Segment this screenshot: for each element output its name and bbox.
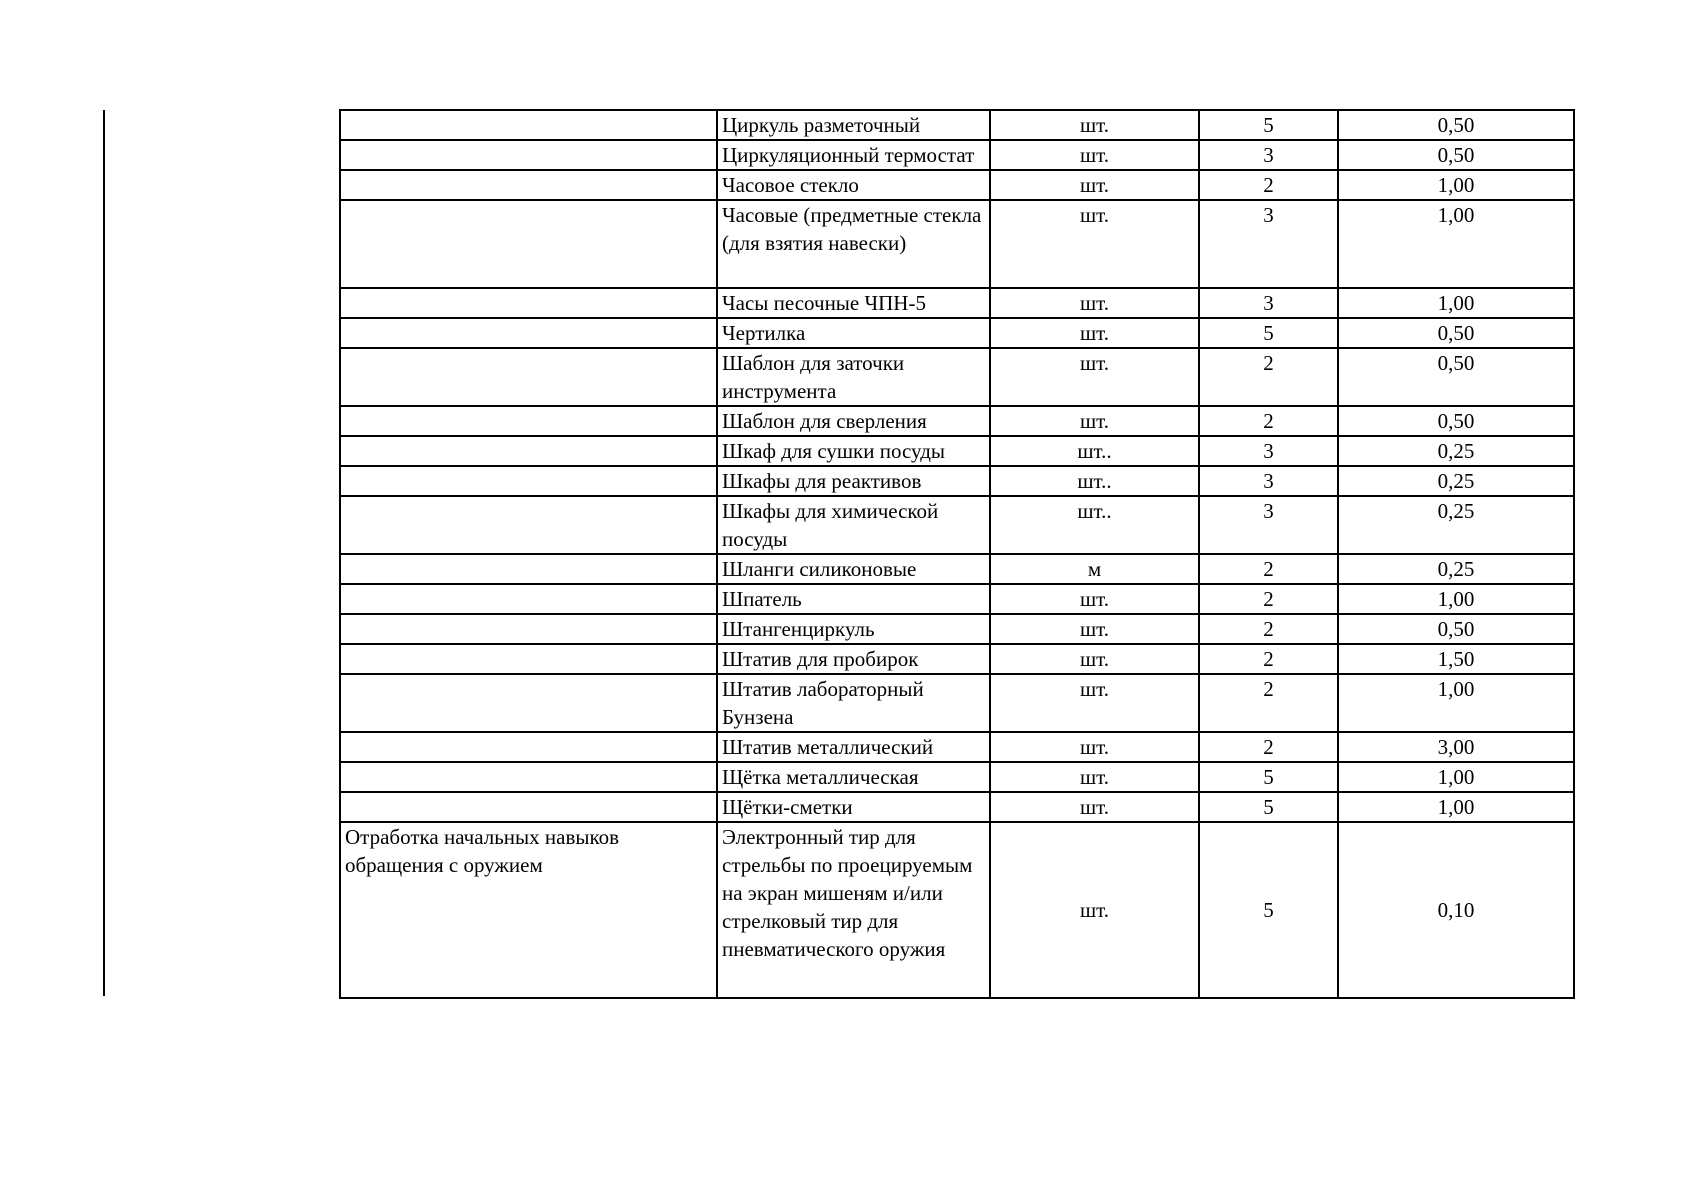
- coefficient-cell: 0,25: [1338, 554, 1574, 584]
- section-cell: [340, 348, 717, 406]
- coefficient-cell: 0,10: [1338, 822, 1574, 998]
- section-cell: [340, 288, 717, 318]
- section-cell: [340, 170, 717, 200]
- coefficient-cell: 0,50: [1338, 406, 1574, 436]
- table-row: [340, 406, 1574, 436]
- page-margin-line: [103, 110, 105, 996]
- table-row: [340, 584, 1574, 614]
- item-name-cell: Часовое стекло: [717, 170, 990, 200]
- coefficient-cell: 0,50: [1338, 348, 1574, 406]
- table-row: [340, 496, 1574, 554]
- table-row: [340, 436, 1574, 466]
- unit-cell: шт.: [990, 318, 1199, 348]
- unit-cell: шт.: [990, 822, 1199, 998]
- quantity-cell: 3: [1199, 466, 1338, 496]
- table-row: [340, 170, 1574, 200]
- table-row: [340, 644, 1574, 674]
- coefficient-cell: 0,25: [1338, 436, 1574, 466]
- unit-cell: шт.: [990, 614, 1199, 644]
- quantity-cell: 3: [1199, 140, 1338, 170]
- quantity-cell: 3: [1199, 200, 1338, 288]
- unit-cell: шт.: [990, 110, 1199, 140]
- section-cell: [340, 110, 717, 140]
- unit-cell: шт.: [990, 762, 1199, 792]
- item-name-cell: Штангенциркуль: [717, 614, 990, 644]
- item-name-cell: Циркуль разметочный: [717, 110, 990, 140]
- section-cell: [340, 318, 717, 348]
- table-row: [340, 674, 1574, 732]
- item-name-cell: Шланги силиконовые: [717, 554, 990, 584]
- item-name-cell: Штатив лабораторный Бунзена: [717, 674, 990, 732]
- section-cell: [340, 406, 717, 436]
- table-row: [340, 466, 1574, 496]
- section-cell: [340, 200, 717, 288]
- unit-cell: шт..: [990, 496, 1199, 554]
- coefficient-cell: 1,00: [1338, 288, 1574, 318]
- equipment-table: [339, 109, 1575, 999]
- unit-cell: шт.: [990, 584, 1199, 614]
- section-cell: [340, 732, 717, 762]
- quantity-cell: 5: [1199, 318, 1338, 348]
- unit-cell: шт.: [990, 170, 1199, 200]
- coefficient-cell: 1,00: [1338, 674, 1574, 732]
- table-row: [340, 732, 1574, 762]
- item-name-cell: Шаблон для сверления: [717, 406, 990, 436]
- item-name-cell: Шкафы для реактивов: [717, 466, 990, 496]
- unit-cell: шт..: [990, 436, 1199, 466]
- table-row: [340, 554, 1574, 584]
- coefficient-cell: 0,25: [1338, 466, 1574, 496]
- quantity-cell: 3: [1199, 288, 1338, 318]
- section-cell: [340, 614, 717, 644]
- quantity-cell: 2: [1199, 170, 1338, 200]
- item-name-cell: Щётки-сметки: [717, 792, 990, 822]
- quantity-cell: 5: [1199, 822, 1338, 998]
- coefficient-cell: 1,00: [1338, 584, 1574, 614]
- quantity-cell: 5: [1199, 792, 1338, 822]
- quantity-cell: 2: [1199, 348, 1338, 406]
- coefficient-cell: 0,50: [1338, 318, 1574, 348]
- item-name-cell: Шкаф для сушки посуды: [717, 436, 990, 466]
- quantity-cell: 2: [1199, 584, 1338, 614]
- quantity-cell: 3: [1199, 496, 1338, 554]
- item-name-cell: Штатив металлический: [717, 732, 990, 762]
- quantity-cell: 2: [1199, 732, 1338, 762]
- section-cell: [340, 140, 717, 170]
- item-name-cell: Чертилка: [717, 318, 990, 348]
- coefficient-cell: 0,50: [1338, 614, 1574, 644]
- quantity-cell: 2: [1199, 614, 1338, 644]
- item-name-cell: Часовые (предметные стекла (для взятия навески): [717, 200, 990, 288]
- coefficient-cell: 1,00: [1338, 762, 1574, 792]
- unit-cell: шт.: [990, 140, 1199, 170]
- unit-cell: шт.: [990, 732, 1199, 762]
- coefficient-cell: 0,50: [1338, 110, 1574, 140]
- unit-cell: м: [990, 554, 1199, 584]
- section-cell: [340, 496, 717, 554]
- item-name-cell: Электронный тир для стрельбы по проецируемым на экран мишеням и/или стрелковый тир для пневматического оружия: [717, 822, 990, 998]
- unit-cell: шт.: [990, 792, 1199, 822]
- quantity-cell: 5: [1199, 110, 1338, 140]
- section-cell: [340, 466, 717, 496]
- item-name-cell: Часы песочные ЧПН-5: [717, 288, 990, 318]
- section-cell: [340, 674, 717, 732]
- table-row: [340, 792, 1574, 822]
- section-cell: [340, 644, 717, 674]
- section-cell: Отработка начальных навыков обращения с оружием: [340, 822, 717, 998]
- section-cell: [340, 792, 717, 822]
- unit-cell: шт.: [990, 348, 1199, 406]
- coefficient-cell: 1,00: [1338, 170, 1574, 200]
- quantity-cell: 3: [1199, 436, 1338, 466]
- quantity-cell: 2: [1199, 644, 1338, 674]
- item-name-cell: Шпатель: [717, 584, 990, 614]
- table-row: [340, 140, 1574, 170]
- item-name-cell: Щётка металлическая: [717, 762, 990, 792]
- coefficient-cell: 0,50: [1338, 140, 1574, 170]
- table-row: [340, 614, 1574, 644]
- coefficient-cell: 0,25: [1338, 496, 1574, 554]
- table-row: [340, 288, 1574, 318]
- item-name-cell: Шкафы для химической посуды: [717, 496, 990, 554]
- coefficient-cell: 1,00: [1338, 792, 1574, 822]
- table-row: [340, 110, 1574, 140]
- quantity-cell: 2: [1199, 406, 1338, 436]
- item-name-cell: Шаблон для заточки инструмента: [717, 348, 990, 406]
- section-cell: [340, 584, 717, 614]
- table-row: [340, 822, 1574, 998]
- unit-cell: шт..: [990, 466, 1199, 496]
- unit-cell: шт.: [990, 200, 1199, 288]
- table-row: [340, 348, 1574, 406]
- section-cell: [340, 762, 717, 792]
- table-row: [340, 762, 1574, 792]
- quantity-cell: 2: [1199, 554, 1338, 584]
- table-row: [340, 200, 1574, 288]
- item-name-cell: Циркуляционный термостат: [717, 140, 990, 170]
- unit-cell: шт.: [990, 644, 1199, 674]
- quantity-cell: 5: [1199, 762, 1338, 792]
- unit-cell: шт.: [990, 674, 1199, 732]
- coefficient-cell: 3,00: [1338, 732, 1574, 762]
- coefficient-cell: 1,00: [1338, 200, 1574, 288]
- item-name-cell: Штатив для пробирок: [717, 644, 990, 674]
- unit-cell: шт.: [990, 288, 1199, 318]
- section-cell: [340, 554, 717, 584]
- coefficient-cell: 1,50: [1338, 644, 1574, 674]
- section-cell: [340, 436, 717, 466]
- quantity-cell: 2: [1199, 674, 1338, 732]
- unit-cell: шт.: [990, 406, 1199, 436]
- table-row: [340, 318, 1574, 348]
